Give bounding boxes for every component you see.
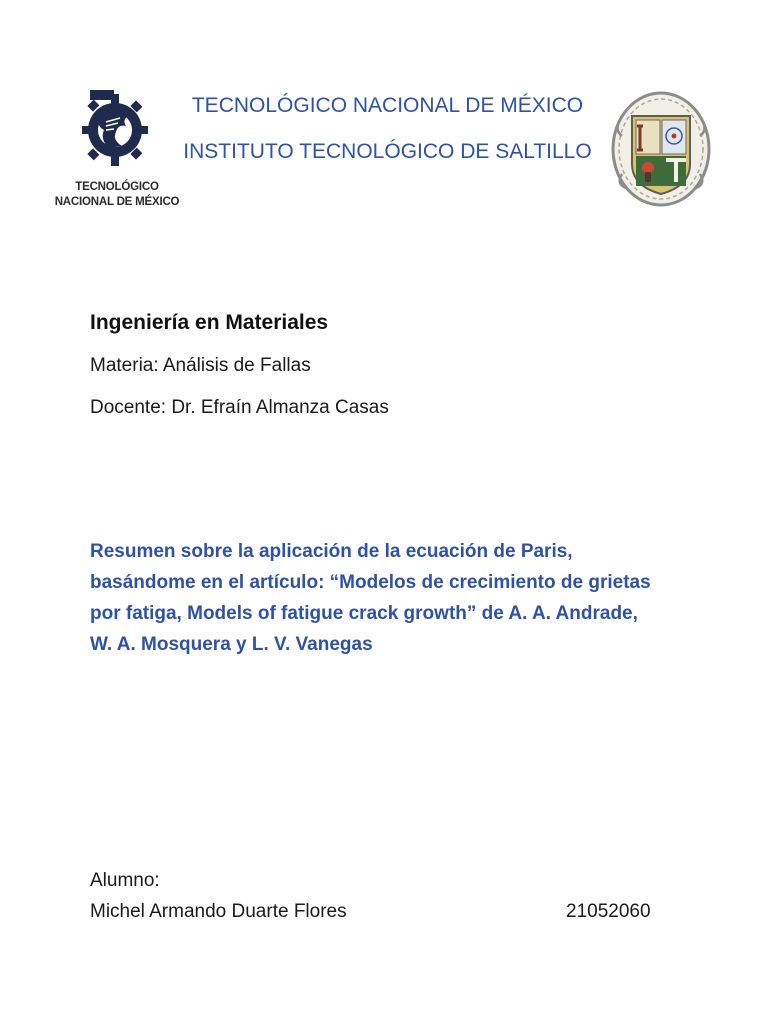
summary-line: Resumen sobre la aplicación de la ecuación de Paris,	[90, 541, 573, 562]
tecnm-logo-text	[52, 180, 182, 210]
institution-title: TECNOLÓGICO NACIONAL DE MÉXICO	[191, 94, 584, 117]
summary-line: por fatiga, Models of fatigue crack growth” de A. A. Andrade,	[90, 603, 638, 624]
tecnm-gear-eagle-icon	[82, 88, 148, 176]
summary-title	[90, 536, 690, 660]
student-id: 21052060	[566, 901, 651, 922]
teacher-line: Docente: Dr. Efraín Almanza Casas	[90, 397, 389, 418]
summary-line: W. A. Mosquera y L. V. Vanegas	[90, 634, 373, 655]
student-name: Michel Armando Duarte Flores	[90, 901, 347, 922]
subject-line: Materia: Análisis de Fallas	[90, 355, 311, 376]
logo-text-line2: NACIONAL DE MÉXICO	[54, 196, 180, 208]
career-name: Ingeniería en Materiales	[90, 311, 329, 334]
summary-line: basándome en el artículo: “Modelos de crecimiento de grietas	[90, 572, 651, 593]
its-seal-logo	[610, 90, 712, 208]
logo-text-line1: TECNOLÓGICO	[75, 181, 159, 193]
its-seal-icon	[610, 90, 712, 208]
institute-title: INSTITUTO TECNOLÓGICO DE SALTILLO	[183, 140, 592, 163]
student-label: Alumno:	[90, 870, 160, 891]
